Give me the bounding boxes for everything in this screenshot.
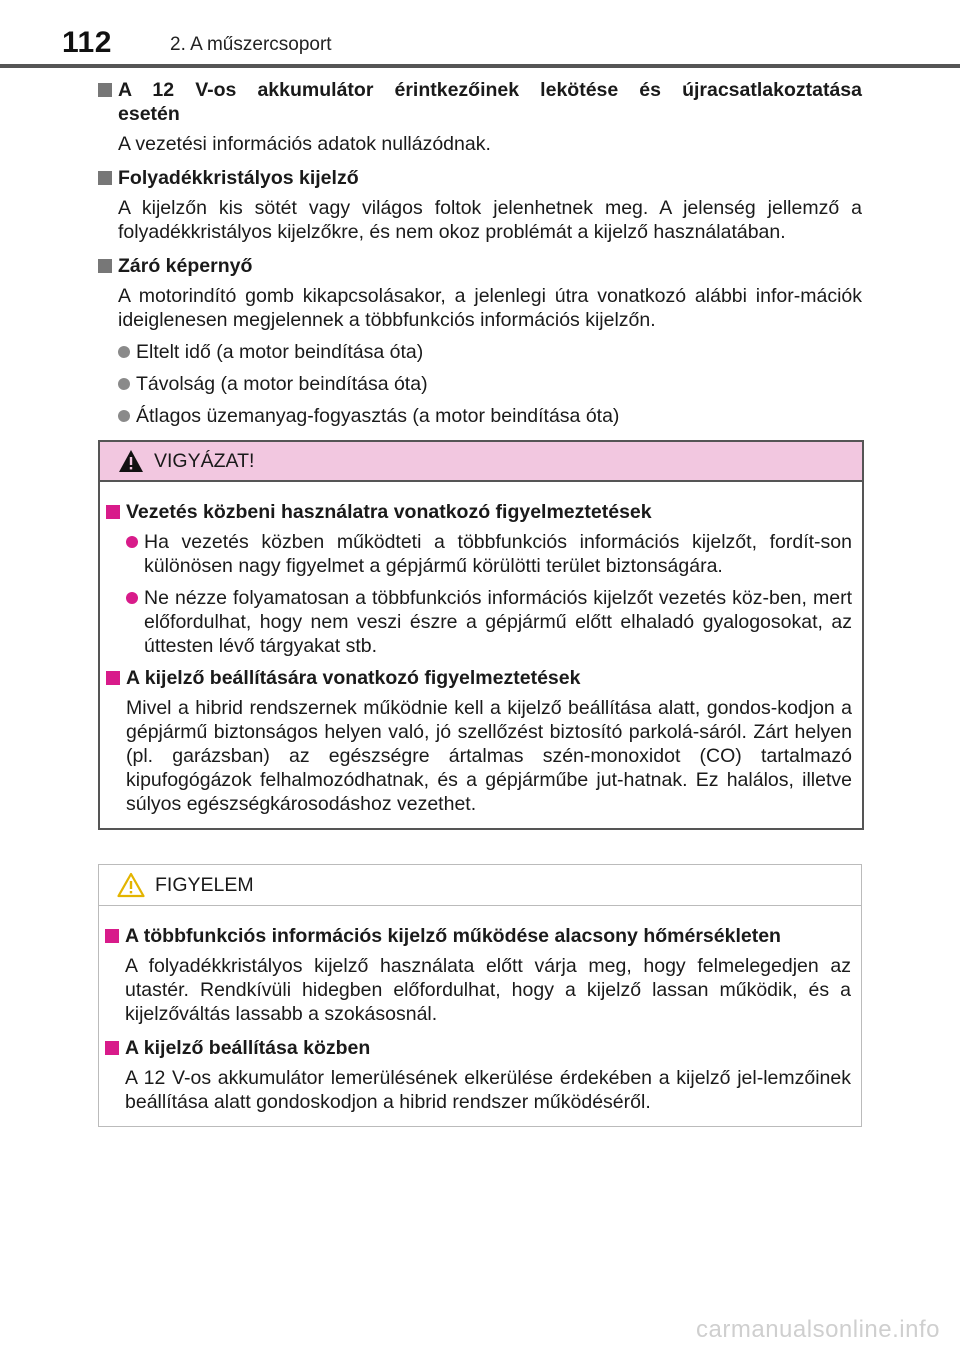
warning-title: VIGYÁZAT! xyxy=(154,449,255,472)
square-bullet-icon xyxy=(105,929,119,943)
section-heading xyxy=(106,500,852,524)
square-bullet-icon xyxy=(98,83,112,97)
square-bullet-icon xyxy=(98,259,112,273)
list-item-text: Eltelt idő (a motor beindítása óta) xyxy=(136,341,424,363)
notice-header xyxy=(99,865,861,906)
section-battery xyxy=(98,78,862,156)
square-bullet-icon xyxy=(106,505,120,519)
section-title: Folyadékkristályos kijelző xyxy=(118,167,359,189)
section-body: A vezetési információs adatok nullázódnak. xyxy=(118,133,491,155)
section-title: Záró képernyő xyxy=(118,255,253,277)
page-number: 112 xyxy=(62,26,112,59)
section-title: A kijelző beállítására vonatkozó figyelmeztetések xyxy=(126,667,581,689)
section-heading xyxy=(98,254,862,278)
round-bullet-icon xyxy=(118,346,130,358)
list-item-text: Távolság (a motor beindítása óta) xyxy=(136,373,428,395)
header-rule xyxy=(0,64,960,68)
section-title: Vezetés közbeni használatra vonatkozó figyelmeztetések xyxy=(126,501,652,523)
list-item-text: Ha vezetés közben működteti a többfunkciós információs kijelzőt, fordít-son különösen nagy figyelmet a gépjármű körülötti terület biztonságára. xyxy=(144,531,852,577)
list-item-text: Átlagos üzemanyag-fogyasztás (a motor beindítása óta) xyxy=(136,405,620,427)
warning-body xyxy=(100,482,862,828)
square-bullet-icon xyxy=(105,1041,119,1055)
section-heading xyxy=(105,1036,851,1060)
page-header xyxy=(0,0,960,64)
section-lcd xyxy=(98,166,862,244)
square-bullet-icon xyxy=(98,171,112,185)
round-bullet-icon xyxy=(126,536,138,548)
section-heading xyxy=(98,166,862,190)
list-item xyxy=(118,372,862,396)
chapter-title: 2. A műszercsoport xyxy=(170,34,332,55)
warning-triangle-icon xyxy=(118,449,144,473)
list-item-text: Ne nézze folyamatosan a többfunkciós információs kijelzőt vezetés köz-ben, mert előfordulhat, hogy nem veszi észre a gépjármű előtt elhaladó gyalogosokat, az úttesten lévő tárgyakat stb. xyxy=(144,587,852,657)
warning-header xyxy=(100,442,862,482)
warning-box xyxy=(98,440,864,830)
round-bullet-icon xyxy=(118,410,130,422)
round-bullet-icon xyxy=(118,378,130,390)
section-body: A 12 V-os akkumulátor lemerülésének elkerülése érdekében a kijelző jel-lemzőinek beállítása alatt gondoskodjon a hibrid rendszer működéséről. xyxy=(125,1067,851,1113)
list-item xyxy=(118,404,862,428)
section-title: A többfunkciós információs kijelző működése alacsony hőmérsékleten xyxy=(125,925,781,947)
caution-triangle-icon xyxy=(117,872,145,898)
list-item xyxy=(126,586,852,658)
section-heading xyxy=(105,924,851,948)
section-heading xyxy=(98,78,862,126)
main-content xyxy=(98,78,862,428)
section-body: A folyadékkristályos kijelző használata előtt várja meg, hogy felmelegedjen az utastér. Rendkívüli hidegben előfordulhat, hogy a kijelző lassan működik, és a kijelzőváltás lassabb a szokásosnál. xyxy=(125,955,851,1025)
section-body: A motorindító gomb kikapcsolásakor, a jelenlegi útra vonatkozó alábbi infor-mációk ideiglenesen megjelennek a többfunkciós információs kijelzőn. xyxy=(118,285,862,331)
watermark: carmanualsonline.info xyxy=(696,1316,940,1343)
section-closing-screen xyxy=(98,254,862,428)
section-body: A kijelzőn kis sötét vagy világos foltok jelenhetnek meg. A jelenség jellemző a folyadékkristályos kijelzőkre, és nem okoz problémát a kijelző használatában. xyxy=(118,197,862,243)
section-title: A 12 V-os akkumulátor érintkezőinek lekötése és újracsatlakoztatása esetén xyxy=(118,79,862,125)
list-item xyxy=(118,340,862,364)
round-bullet-icon xyxy=(126,592,138,604)
section-body: Mivel a hibrid rendszernek működnie kell a kijelző beállítása alatt, gondos-kodjon a gépjármű biztonságos helyen való, jó szellőzést biztosító parkolá-sáról. Zárt helyen (pl. garázsban) az egészségre ártalmas szén-monoxidot (CO) tartalmazó kipufogógázok felhalmozódhatnak, és a gépjárműbe jut-hatnak. Ez halálos, illetve súlyos egészségkárosodáshoz vezethet. xyxy=(126,697,852,815)
square-bullet-icon xyxy=(106,671,120,685)
list-item xyxy=(126,530,852,578)
notice-title: FIGYELEM xyxy=(155,873,254,896)
notice-box xyxy=(98,864,862,1127)
section-title: A kijelző beállítása közben xyxy=(125,1037,371,1059)
section-heading xyxy=(106,666,852,690)
notice-body xyxy=(99,906,861,1126)
